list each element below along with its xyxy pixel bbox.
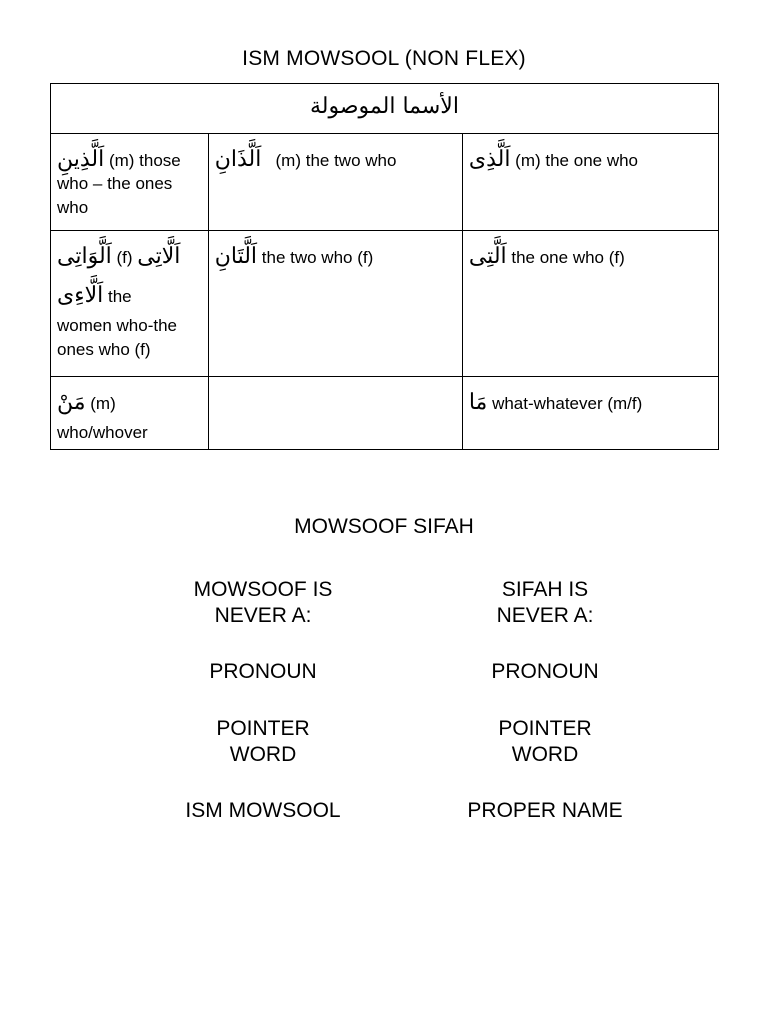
ism-mowsool-table <box>50 83 719 450</box>
column-heading: MOWSOOF IS <box>193 578 333 601</box>
table-cell <box>208 231 462 377</box>
arabic-word: اَلَّذِى <box>468 147 511 172</box>
arabic-word: اَلَّاءِى <box>57 283 104 308</box>
arabic-header: الأسما الموصولة <box>310 94 459 119</box>
column-item: POINTER <box>498 717 592 740</box>
table-cell <box>51 134 209 231</box>
table-cell <box>208 134 462 231</box>
column-heading: SIFAH IS <box>501 578 589 601</box>
table-cell <box>462 231 718 377</box>
table-cell <box>51 231 209 377</box>
page-title: ISM MOWSOOL (NON FLEX) <box>242 47 526 70</box>
cell-text: ones who (f) <box>57 340 151 359</box>
arabic-word: اَلَّذِينِ <box>57 147 105 172</box>
column-heading: NEVER A: <box>214 604 312 627</box>
cell-text: who – the ones <box>57 174 173 193</box>
column-item: WORD <box>511 743 579 766</box>
cell-text: (m) those <box>108 151 181 170</box>
table-cell <box>51 377 209 450</box>
cell-text: what-whatever (m/f) <box>492 394 643 413</box>
table-row <box>51 134 719 231</box>
column-item: POINTER <box>216 717 310 740</box>
mowsoof-column <box>133 577 393 824</box>
arabic-word: مَا <box>468 390 488 415</box>
arabic-word: اَلَّاتِى <box>137 244 181 269</box>
cell-text: the two who (f) <box>261 248 374 267</box>
table-cell <box>462 377 718 450</box>
column-item: ISM MOWSOOL <box>185 799 341 822</box>
cell-text: the one who (f) <box>511 248 625 267</box>
sifah-column <box>415 577 675 824</box>
column-item: PRONOUN <box>209 660 317 683</box>
table-row <box>51 231 719 377</box>
cell-text: (m) the two who <box>275 151 397 170</box>
arabic-word: مَنْ <box>57 390 86 415</box>
column-item: PRONOUN <box>491 660 599 683</box>
section-title: MOWSOOF SIFAH <box>294 515 474 538</box>
cell-text: who <box>57 198 89 217</box>
cell-text: (m) the one who <box>515 151 639 170</box>
table-header-cell <box>51 84 719 134</box>
arabic-word: اَلَّتِى <box>468 244 507 269</box>
column-item: WORD <box>229 743 297 766</box>
table-cell <box>462 134 718 231</box>
cell-text: women who-the <box>57 316 178 335</box>
column-heading: NEVER A: <box>496 604 594 627</box>
arabic-word: اَلَّتَانِ <box>214 244 258 269</box>
arabic-word: اَلَّذَانِ <box>214 147 262 172</box>
table-row <box>51 377 719 450</box>
cell-text: the <box>107 287 132 306</box>
cell-text: (m) <box>90 394 116 413</box>
arabic-word: اَلَّوَاتِى <box>57 244 112 269</box>
cell-text: (f) <box>116 248 133 267</box>
cell-text: who/whover <box>57 423 148 442</box>
table-cell-empty <box>208 377 462 450</box>
column-item: PROPER NAME <box>467 799 623 822</box>
